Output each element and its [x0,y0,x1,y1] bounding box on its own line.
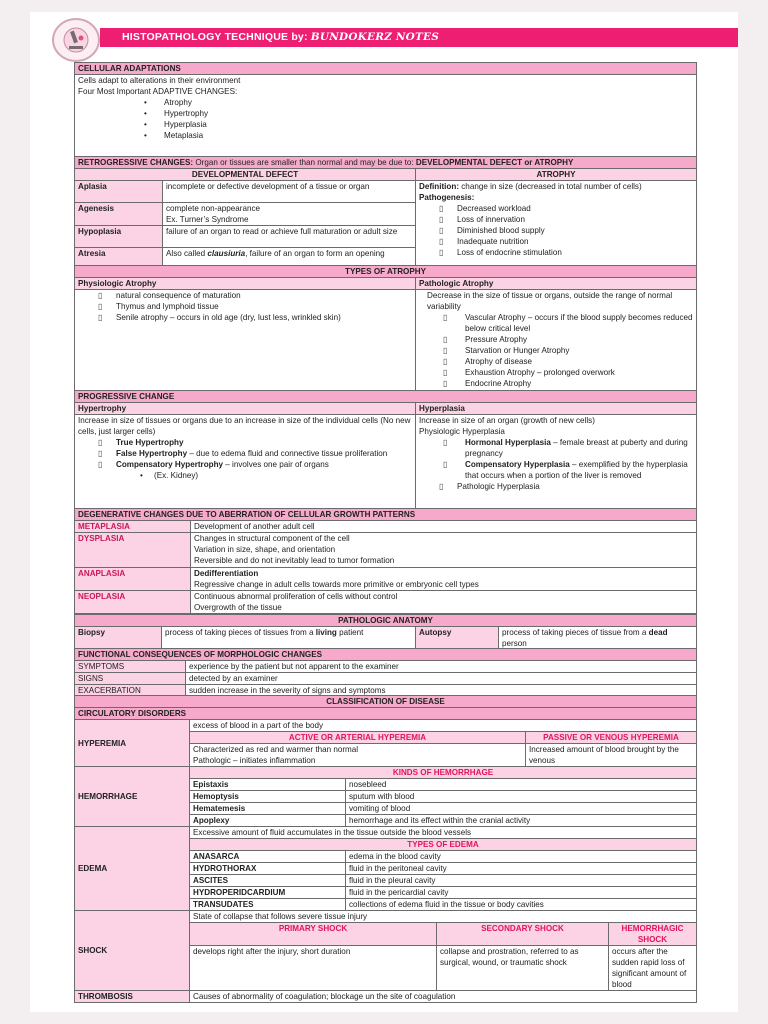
list-item: ▯ Atrophy of disease [419,356,693,367]
edema-term: EDEMA [75,827,190,911]
list-item: • Atrophy [78,97,693,108]
active-hyperemia-title: ACTIVE OR ARTERIAL HYPEREMIA [190,732,526,744]
page-banner [100,28,738,47]
anasarca-term: ANASARCA [190,851,346,863]
aplasia-term: Aplasia [75,181,163,203]
patho-intro: Decrease in the size of tissue or organs, outside the range of normal variability [427,291,673,311]
autopsy-pre: process of taking pieces of tissue from a [502,628,649,637]
biopsy-em: living [315,628,337,637]
dysplasia-desc [191,533,697,568]
hemorrhagic-shock-title: HEMORRHAGIC SHOCK [609,923,697,946]
hematemesis-desc: vomiting of blood [346,803,697,815]
list-item: ▯ Pathologic Hyperplasia [419,481,693,492]
biopsy-pre: process of taking pieces of tissues from a [165,628,316,637]
compensatory-desc: – exemplified by the hyperplasia that occurs when a portion of the liver is removed [465,460,688,480]
dysplasia-term: DYSPLASIA [75,533,191,568]
ascites-term: ASCITES [190,875,346,887]
pathogenesis-list [419,203,693,258]
apoplexy-term: Apoplexy [190,815,346,827]
cellular-body [75,75,697,157]
agenesis-desc [163,203,416,226]
list-item: ▯ Loss of innervation [419,214,693,225]
cellular-line2: Four Most Important ADAPTIVE CHANGES: [78,87,238,96]
atresia-pre: Also called [166,249,208,258]
neoplasia-term: NEOPLASIA [75,591,191,614]
passive-hyperemia-title: PASSIVE OR VENOUS HYPEREMIA [526,732,697,744]
neoplasia-line: Continuous abnormal proliferation of cells without control [194,592,398,601]
agenesis-term: Agenesis [75,203,163,226]
physio-list [78,290,412,323]
agenesis-line2: Ex. Turner’s Syndrome [166,215,249,224]
epistaxis-desc: nosebleed [346,779,697,791]
apoplexy-desc: hemorrhage and its effect within the cranial activity [346,815,697,827]
list-item: ▯ natural consequence of maturation [78,290,412,301]
hypertrophy-body [75,415,416,509]
primary-shock-title: PRIMARY SHOCK [190,923,437,946]
secondary-shock-title: SECONDARY SHOCK [437,923,609,946]
types-edema-title: TYPES OF EDEMA [190,839,697,851]
passive-desc: Increased amount of blood brought by the venous [526,744,697,767]
definition-text: change in size (decreased in total number of cells) [459,182,642,191]
hemoptysis-desc: sputum with blood [346,791,697,803]
hormonal-desc: – female breast at puberty and during pregnancy [465,438,688,458]
hypertrophy-list [78,437,412,470]
list-item: ▯ Decreased workload [419,203,693,214]
page-title: HISTOPATHOLOGY TECHNIQUE by: [122,31,308,43]
neoplasia-desc [191,591,697,614]
biopsy-desc [162,627,416,650]
functional-table [74,648,697,697]
compensatory-label: Compensatory Hyperplasia [465,460,570,469]
false-hypertrophy-label: False Hypertrophy [116,449,188,458]
list-item: • Hyperplasia [78,119,693,130]
retro-heading [75,157,697,169]
anasarca-desc: edema in the blood cavity [346,851,697,863]
brand-name: BUNDOKERZ NOTES [310,31,439,43]
kinds-hemorrhage-title: KINDS OF HEMORRHAGE [190,767,697,779]
agenesis-line1: complete non-appearance [166,204,261,213]
hyperplasia-body [416,415,697,509]
hormonal-label: Hormonal Hyperplasia [465,438,551,447]
patho-body [416,290,697,391]
list-item: • (Ex. Kidney) [78,470,412,481]
hemorrhagic-shock-desc: occurs after the sudden rapid loss of significant amount of blood [609,946,697,991]
degenerative-table [74,508,697,614]
dysplasia-line: Variation in size, shape, and orientation [194,545,336,554]
classification-table [74,695,697,1003]
active-line1: Characterized as red and warmer than normal [190,744,526,756]
atrophy-types-heading: TYPES OF ATROPHY [75,266,697,278]
dysplasia-line: Changes in structural component of the cell [194,534,350,543]
list-item: ▯ Thymus and lymphoid tissue [78,301,412,312]
secondary-shock-desc: collapse and prostration, referred to as surgical, wound, or traumatic shock [437,946,609,991]
autopsy-desc [499,627,697,650]
list-item: ▯ Diminished blood supply [419,225,693,236]
physio-body [75,290,416,391]
circulatory-heading: CIRCULATORY DISORDERS [75,708,697,720]
hypertrophy-desc: Increase in size of tissues or organs due to an increase in size of the individual cells (No new cells, just larger cells) [78,416,411,436]
shock-term: SHOCK [75,911,190,991]
comp-hypertrophy-label: Compensatory Hypertrophy [116,460,224,469]
pathology-logo-icon [52,18,100,62]
list-item [78,437,412,448]
signs-desc: detected by an examiner [186,673,697,685]
progressive-table [74,390,697,509]
retro-prefix: RETROGRESSIVE CHANGES: [78,158,194,167]
cellular-line1: Cells adapt to alterations in their environment [78,76,241,85]
microscope-icon [59,25,93,55]
list-item: • Hypertrophy [78,108,693,119]
hyperemia-desc: excess of blood in a part of the body [190,720,697,732]
atresia-term: Atresia [75,248,163,270]
aplasia-desc: incomplete or defective development of a tissue or organ [163,181,416,203]
list-item: • Metaplasia [78,130,693,141]
comp-hypertrophy-desc: – involves one pair of organs [223,460,329,469]
hydrothorax-term: HYDROTHORAX [190,863,346,875]
atrophy-body [416,181,697,270]
autopsy-term: Autopsy [416,627,499,650]
functional-heading: FUNCTIONAL CONSEQUENCES OF MORPHOLOGIC CHANGES [75,649,697,661]
cellular-table [74,62,697,270]
hyperemia-term: HYPEREMIA [75,720,190,767]
hematemesis-term: Hematemesis [190,803,346,815]
list-item: ▯ Loss of endocrine stimulation [419,247,693,258]
patho-title: Pathologic Atrophy [416,278,697,290]
hydropericardium-term: HYDROPERIDCARDIUM [190,887,346,899]
biopsy-term: Biopsy [75,627,162,650]
signs-term: SIGNS [75,673,186,685]
list-item [419,437,693,459]
pathologic-list [419,481,693,492]
list-item: ▯ Pressure Atrophy [419,334,693,345]
anaplasia-term: ANAPLASIA [75,568,191,591]
classification-heading: CLASSIFICATION OF DISEASE [75,696,697,708]
anaplasia-line2: Regressive change in adult cells towards more primitive or embryonic cell types [194,580,479,589]
progressive-heading: PROGRESSIVE CHANGE [75,391,697,403]
dysplasia-line: Reversible and do not inevitably lead to tumor formation [194,556,395,565]
hemoptysis-term: Hemoptysis [190,791,346,803]
dev-defect-title: DEVELOPMENTAL DEFECT [75,169,416,181]
physio-title: Physiologic Atrophy [75,278,416,290]
list-item: ▯ Endocrine Atrophy [419,378,693,389]
anaplasia-desc [191,568,697,591]
shock-desc: State of collapse that follows severe tissue injury [190,911,697,923]
list-item [78,448,412,459]
atresia-em: clausiuria [207,249,246,258]
edema-desc: Excessive amount of fluid accumulates in the tissue outside the blood vessels [190,827,697,839]
cellular-heading: CELLULAR ADAPTATIONS [75,63,697,75]
hydrothorax-desc: fluid in the peritoneal cavity [346,863,697,875]
hypertrophy-title: Hypertrophy [75,403,416,415]
anatomy-table [74,614,697,650]
true-hypertrophy-label: True Hypertrophy [116,438,184,447]
list-item: ▯ Inadequate nutrition [419,236,693,247]
autopsy-em: dead [648,628,668,637]
retro-suffix: DEVELOPMENTAL DEFECT or ATROPHY [415,158,574,167]
degenerative-heading: DEGENERATIVE CHANGES DUE TO ABERRATION OF CELLULAR GROWTH PATTERNS [75,509,697,521]
hypoplasia-desc: failure of an organ to read or achieve full maturation or adult size [163,226,416,248]
list-item [419,459,693,481]
autopsy-post: person [502,639,527,648]
transudates-term: TRANSUDATES [190,899,346,911]
primary-shock-desc: develops right after the injury, short duration [190,946,437,991]
biopsy-post: patient [336,628,364,637]
hemorrhage-term: HEMORRHAGE [75,767,190,827]
exacerbation-desc: sudden increase in the severity of signs and symptoms [186,685,697,697]
definition-label: Definition: [419,182,460,191]
example-list [78,470,412,481]
pathogenesis-label: Pathogenesis: [419,193,475,202]
false-hypertrophy-desc: – due to edema fluid and connective tissue proliferation [187,449,388,458]
atrophy-title: ATROPHY [416,169,697,181]
retro-mid: Organ or tissues are smaller than normal and may be due to: [193,158,416,167]
exacerbation-term: EXACERBATION [75,685,186,697]
list-item: ▯ Vascular Atrophy – occurs if the blood supply becomes reduced below critical level [419,312,693,334]
hypoplasia-term: Hypoplasia [75,226,163,248]
metaplasia-desc: Development of another adult cell [191,521,697,533]
atresia-post: , failure of an organ to form an opening [245,249,385,258]
anaplasia-line1: Dedifferentiation [194,569,259,578]
neoplasia-line: Overgrowth of the tissue [194,603,282,612]
ascites-desc: fluid in the pleural cavity [346,875,697,887]
list-item: ▯ Starvation or Hunger Atrophy [419,345,693,356]
adaptive-list [78,97,693,141]
transudates-desc: collections of edema fluid in the tissue or body cavities [346,899,697,911]
thrombosis-desc: Causes of abnormality of coagulation; blockage un the site of coagulation [190,991,697,1003]
patho-list [419,312,693,389]
atrophy-types-table [74,265,697,391]
hyperplasia-sub: Physiologic Hyperplasia [419,427,505,436]
hydropericardium-desc: fluid in the pericardial cavity [346,887,697,899]
hyperplasia-desc: Increase in size of an organ (growth of new cells) [419,416,595,425]
hyperplasia-title: Hyperplasia [416,403,697,415]
symptoms-term: SYMPTOMS [75,661,186,673]
list-item [78,459,412,470]
anatomy-heading: PATHOLOGIC ANATOMY [75,615,697,627]
hyperplasia-list [419,437,693,481]
epistaxis-term: Epistaxis [190,779,346,791]
metaplasia-term: METAPLASIA [75,521,191,533]
list-item: ▯ Exhaustion Atrophy – prolonged overwork [419,367,693,378]
symptoms-desc: experience by the patient but not apparent to the examiner [186,661,697,673]
thrombosis-term: THROMBOSIS [75,991,190,1003]
active-line2: Pathologic – initiates inflammation [190,755,526,767]
list-item: ▯ Senile atrophy – occurs in old age (dry, lust less, wrinkled skin) [78,312,412,323]
